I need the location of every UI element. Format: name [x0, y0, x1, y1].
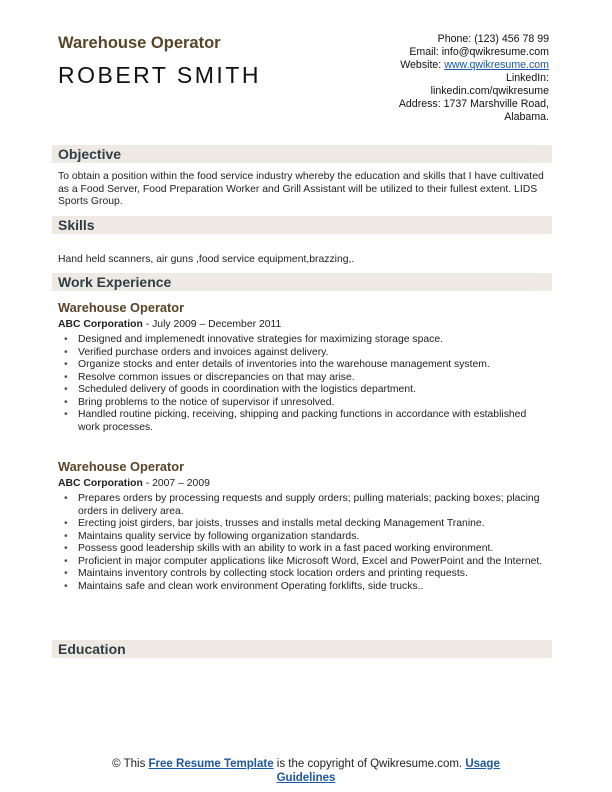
list-item: • Designed and implemenedt innovative strategies for maximizing storage space. [64, 334, 444, 345]
list-item: • Handled routine picking, receiving, shipping and packing functions in accordance with established work processes. [64, 409, 527, 433]
list-item: • Proficient in major computer applications like Microsoft Word, Excel and PowerPoint and the Internet. [64, 555, 543, 567]
list-item: • Prepares orders by processing requests and supply orders; pulling materials; packing boxes; placing orders in delivery area. [64, 493, 540, 517]
job-title: Warehouse Operator [58, 34, 221, 52]
usage-link[interactable]: Usage [465, 758, 500, 770]
job-2-bullets [58, 493, 550, 593]
list-item: • Maintains safe and clean work environment Operating forklifts, side trucks.. [64, 580, 424, 592]
bullet-text: Maintains safe and clean work environment Operating forklifts, side trucks.. [78, 580, 424, 592]
free-resume-template-link[interactable]: Free Resume Template [148, 758, 274, 770]
contact-linkedin: linkedin.com/qwikresume [430, 85, 549, 97]
job-1-company: ABC Corporation [58, 319, 143, 330]
person-name: ROBERT SMITH [58, 62, 261, 88]
contact-email: Email: info@qwikresume.com [409, 46, 549, 58]
skills-text: Hand held scanners, air guns ,food service equipment,brazzing,. [58, 254, 355, 265]
footer-prefix: © This [112, 758, 149, 770]
job-1-title: Warehouse Operator [58, 300, 185, 315]
list-item: • Maintains quality service by following organization standards. [64, 530, 360, 542]
bullet-text: Prepares orders by processing requests and supply orders; pulling materials; packing boxes; placing orders in delivery area. [78, 493, 540, 517]
contact-phone: Phone: (123) 456 78 99 [437, 33, 549, 45]
bullet-text: Designed and implemenedt innovative strategies for maximizing storage space. [78, 334, 444, 345]
objective-heading: Objective [58, 146, 122, 162]
bullet-text: Verified purchase orders and invoices against delivery. [78, 346, 329, 358]
bullet-text: Scheduled delivery of goods in coordination with the logistics department. [78, 384, 416, 395]
list-item: • Organize stocks and enter details of inventories into the warehouse management system. [64, 359, 490, 370]
education-section-header [52, 640, 552, 658]
bullet-text: Maintains inventory controls by collecting stock location orders and printing requests. [78, 568, 468, 579]
list-item: • Possess good leadership skills with an ability to work in a fast paced working environment. [64, 543, 494, 554]
bullet-text: Possess good leadership skills with an ability to work in a fast paced working environment. [78, 543, 494, 554]
contact-address-line1: Address: 1737 Marshville Road, [398, 98, 549, 110]
list-item: • Bring problems to the notice of supervisor if unresolved. [64, 396, 335, 408]
contact-linkedin-label: LinkedIn: [506, 72, 549, 84]
job-2-company-line [58, 478, 210, 489]
contact-website-link[interactable]: www.qwikresume.com [444, 59, 549, 71]
contact-address-line2: Alabama. [504, 111, 549, 123]
contact-website [309, 59, 549, 72]
job-2-dates: - 2007 – 2009 [142, 478, 210, 489]
contact-block [309, 33, 549, 124]
list-item: • Verified purchase orders and invoices against delivery. [64, 346, 329, 358]
objective-text: To obtain a position within the food service industry whereby the education and skills that I have cultivated as a Food Server, Food Preparation Worker and Grill Assistant will be utilized to their fullest extent. LIDS Sports Group. [58, 171, 544, 207]
bullet-text: Erecting joist girders, bar joists, trusses and installs metal decking Management Tranine. [78, 518, 485, 529]
job-1-company-line [58, 319, 281, 330]
contact-website-label: Website: [400, 59, 445, 71]
guidelines-link[interactable]: Guidelines [276, 772, 336, 784]
bullet-text: Handled routine picking, receiving, shipping and packing functions in accordance with established work processes. [78, 409, 527, 433]
bullet-text: Bring problems to the notice of supervisor if unresolved. [78, 396, 335, 408]
bullet-text: Proficient in major computer applications like Microsoft Word, Excel and PowerPoint and the Internet. [78, 555, 543, 567]
footer-middle: is the copyright of Qwikresume.com. [273, 758, 466, 770]
job-2-company: ABC Corporation [58, 478, 143, 489]
skills-section-header [52, 216, 552, 234]
bullet-text: Maintains quality service by following organization standards. [78, 530, 360, 542]
list-item: • Scheduled delivery of goods in coordination with the logistics department. [64, 384, 416, 395]
list-item: • Resolve common issues or discrepancies on that may arise. [64, 371, 355, 383]
list-item: • Maintains inventory controls by collecting stock location orders and printing requests. [64, 568, 468, 579]
job-2-title: Warehouse Operator [58, 459, 185, 474]
job-1-dates: - July 2009 – December 2011 [142, 319, 282, 330]
work-heading: Work Experience [58, 274, 172, 290]
work-section-header [52, 273, 552, 291]
job-1-bullets [58, 334, 550, 434]
objective-section-header [52, 145, 552, 163]
bullet-text: Resolve common issues or discrepancies on that may arise. [78, 371, 355, 383]
skills-heading: Skills [58, 217, 95, 233]
list-item: • Erecting joist girders, bar joists, trusses and installs metal decking Management Tranine. [64, 518, 485, 529]
bullet-text: Organize stocks and enter details of inventories into the warehouse management system. [78, 359, 490, 370]
copyright-footer [70, 757, 542, 785]
education-heading: Education [58, 641, 126, 657]
